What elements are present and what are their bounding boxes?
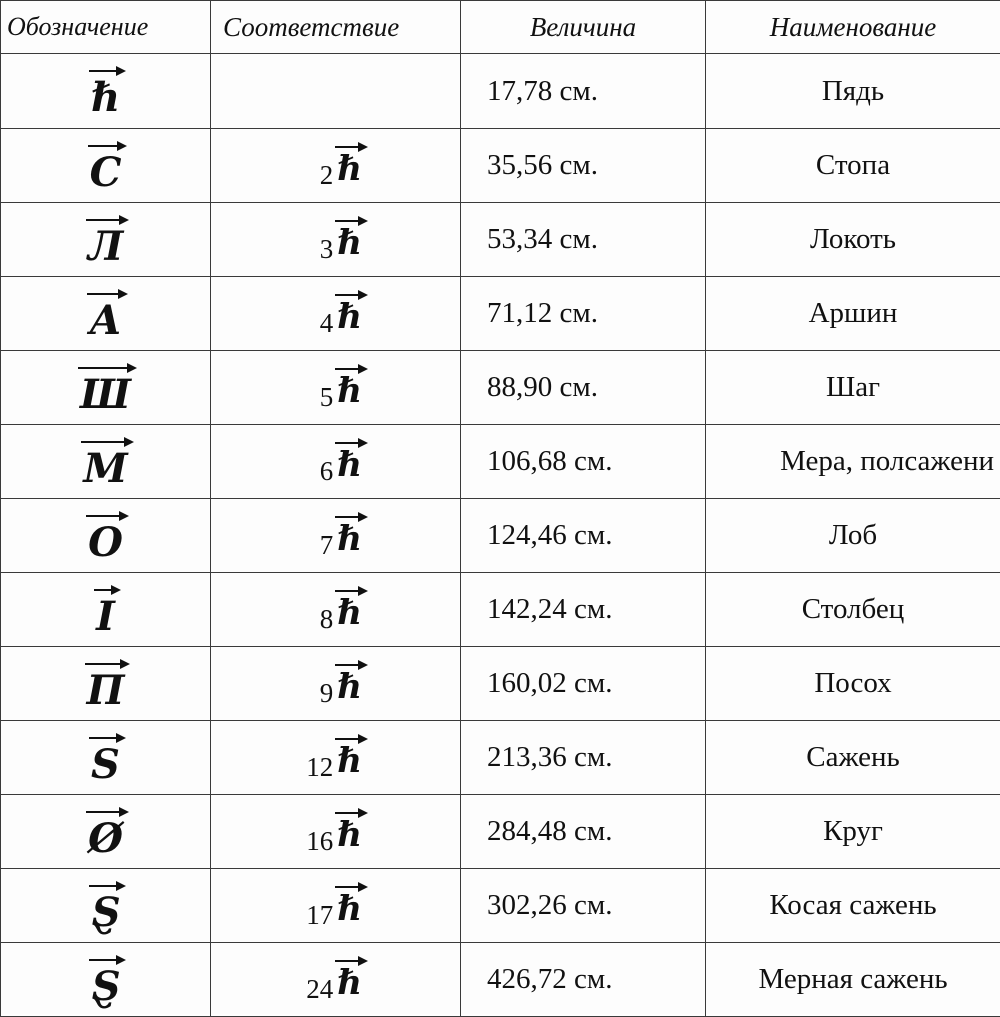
table-row (1, 573, 1000, 647)
factor-number: 12 (306, 752, 333, 782)
designation-cell (1, 351, 211, 425)
symbol-letter: Ȿ (91, 963, 120, 1010)
vector-arrow-icon (335, 438, 368, 448)
symbol-letter: О (88, 519, 123, 566)
symbol-letter: I (96, 593, 115, 640)
vector-arrow-icon (335, 660, 368, 670)
vector-arrow-icon (94, 585, 121, 595)
table-row (1, 425, 1000, 499)
designation-cell (1, 277, 211, 351)
correspondence-cell (211, 425, 461, 499)
symbol-letter: П (87, 667, 125, 714)
value-cell: 284,48 см. (461, 795, 706, 869)
base-unit-vector (337, 732, 362, 778)
name-cell: Посох (706, 647, 1000, 721)
vector-arrow-icon (86, 215, 129, 225)
vector-arrow-icon (81, 437, 133, 447)
designation-cell (1, 499, 211, 573)
header-correspondence: Соответствие (211, 1, 461, 54)
base-unit-vector (337, 362, 362, 408)
value-cell: 426,72 см. (461, 943, 706, 1017)
name-cell: Лоб (706, 499, 1000, 573)
value-cell: 53,34 см. (461, 203, 706, 277)
vector-arrow-icon (89, 66, 126, 76)
vector-symbol (88, 509, 123, 563)
base-unit-vector (337, 510, 362, 556)
value-cell: 124,46 см. (461, 499, 706, 573)
base-unit-letter: ℏ (337, 223, 362, 263)
vector-arrow-icon (335, 290, 368, 300)
symbol-letter: Ȿ (91, 889, 120, 936)
vector-arrow-icon (335, 216, 368, 226)
name-cell: Мера, полсажени (706, 425, 1000, 499)
base-unit-letter: ℏ (337, 889, 362, 929)
factor-number: 3 (320, 234, 334, 264)
table-row (1, 795, 1000, 869)
table-row (1, 129, 1000, 203)
vector-arrow-icon (335, 586, 368, 596)
vector-symbol (83, 435, 127, 489)
base-unit-letter: ℏ (337, 741, 362, 781)
designation-cell (1, 869, 211, 943)
vector-arrow-icon (335, 512, 368, 522)
vector-symbol (90, 139, 122, 193)
name-cell: Аршин (706, 277, 1000, 351)
base-unit-vector (337, 140, 362, 186)
correspondence-cell (211, 721, 461, 795)
value-cell: 71,12 см. (461, 277, 706, 351)
vector-arrow-icon (335, 364, 368, 374)
value-cell: 142,24 см. (461, 573, 706, 647)
correspondence-cell (211, 647, 461, 721)
vector-arrow-icon (86, 511, 129, 521)
value-cell: 106,68 см. (461, 425, 706, 499)
correspondence-cell (211, 54, 461, 129)
factor-number: 2 (320, 160, 334, 190)
value-cell: 160,02 см. (461, 647, 706, 721)
vector-arrow-icon (335, 142, 368, 152)
correspondence-cell (211, 795, 461, 869)
vector-arrow-icon (88, 141, 128, 151)
factor-number: 24 (306, 974, 333, 1004)
base-unit-letter: ℏ (337, 593, 362, 633)
table-row (1, 203, 1000, 277)
designation-cell (1, 647, 211, 721)
factor-number: 16 (306, 826, 333, 856)
vector-arrow-icon (86, 807, 129, 817)
vector-arrow-icon (89, 955, 126, 965)
correspondence-cell (211, 129, 461, 203)
table-row (1, 869, 1000, 943)
vector-symbol (91, 731, 120, 785)
vector-arrow-icon (78, 363, 137, 373)
factor-number: 4 (320, 308, 334, 338)
vector-symbol (91, 64, 120, 118)
name-cell: Стопа (706, 129, 1000, 203)
symbol-letter: ℏ (91, 74, 120, 121)
base-unit-vector (337, 880, 362, 926)
header-value: Величина (461, 1, 706, 54)
vector-arrow-icon (85, 659, 131, 669)
vector-arrow-icon (335, 734, 368, 744)
name-cell: Сажень (706, 721, 1000, 795)
table-row (1, 647, 1000, 721)
vector-symbol (87, 657, 125, 711)
vector-symbol (91, 879, 120, 933)
designation-cell (1, 721, 211, 795)
base-unit-letter: ℏ (337, 149, 362, 189)
name-cell: Круг (706, 795, 1000, 869)
table-row (1, 54, 1000, 129)
designation-cell (1, 943, 211, 1017)
vector-symbol (96, 583, 115, 637)
vector-symbol (80, 361, 131, 415)
name-cell: Локоть (706, 203, 1000, 277)
name-cell: Пядь (706, 54, 1000, 129)
base-unit-vector (337, 584, 362, 630)
value-cell: 88,90 см. (461, 351, 706, 425)
symbol-letter: Л (88, 223, 123, 270)
base-unit-vector (337, 214, 362, 260)
base-unit-letter: ℏ (337, 297, 362, 337)
designation-cell (1, 425, 211, 499)
name-cell: Столбец (706, 573, 1000, 647)
table-row (1, 943, 1000, 1017)
base-unit-vector (337, 954, 362, 1000)
symbol-letter: S (91, 741, 120, 788)
vector-symbol (88, 213, 123, 267)
base-unit-letter: ℏ (337, 963, 362, 1003)
vector-symbol (88, 805, 123, 859)
table-row (1, 499, 1000, 573)
factor-number: 5 (320, 382, 334, 412)
correspondence-cell (211, 573, 461, 647)
vector-arrow-icon (87, 289, 128, 299)
base-unit-letter: ℏ (337, 371, 362, 411)
base-unit-letter: ℏ (337, 815, 362, 855)
factor-number: 7 (320, 530, 334, 560)
table-body (1, 54, 1000, 1017)
value-cell: 17,78 см. (461, 54, 706, 129)
designation-cell (1, 795, 211, 869)
vector-arrow-icon (335, 882, 368, 892)
factor-number: 9 (320, 678, 334, 708)
correspondence-cell (211, 943, 461, 1017)
value-cell: 302,26 см. (461, 869, 706, 943)
vector-arrow-icon (89, 881, 126, 891)
designation-cell (1, 129, 211, 203)
name-cell: Косая сажень (706, 869, 1000, 943)
designation-cell (1, 573, 211, 647)
table-header-row (1, 1, 1000, 54)
correspondence-cell (211, 203, 461, 277)
symbol-letter: Ш (80, 371, 131, 418)
base-unit-vector (337, 288, 362, 334)
base-unit-letter: ℏ (337, 519, 362, 559)
base-unit-letter: ℏ (337, 667, 362, 707)
value-cell: 35,56 см. (461, 129, 706, 203)
vector-symbol (89, 287, 122, 341)
header-designation: Обозначение (1, 1, 211, 54)
header-name: Наименование (706, 1, 1000, 54)
correspondence-cell (211, 499, 461, 573)
symbol-letter: Ø (88, 815, 123, 862)
base-unit-vector (337, 806, 362, 852)
name-cell: Мерная сажень (706, 943, 1000, 1017)
vector-arrow-icon (335, 956, 368, 966)
base-unit-vector (337, 436, 362, 482)
table-row (1, 277, 1000, 351)
value-cell: 213,36 см. (461, 721, 706, 795)
designation-cell (1, 203, 211, 277)
base-unit-vector (337, 658, 362, 704)
symbol-letter: М (83, 445, 127, 492)
factor-number: 6 (320, 456, 334, 486)
base-unit-letter: ℏ (337, 445, 362, 485)
table-row (1, 351, 1000, 425)
vector-arrow-icon (89, 733, 126, 743)
factor-number: 17 (306, 900, 333, 930)
name-cell: Шаг (706, 351, 1000, 425)
symbol-letter: C (90, 149, 122, 196)
symbol-letter: А (89, 297, 122, 344)
designation-cell (1, 54, 211, 129)
vector-symbol (91, 953, 120, 1007)
factor-number: 8 (320, 604, 334, 634)
correspondence-cell (211, 869, 461, 943)
table-row (1, 721, 1000, 795)
correspondence-cell (211, 277, 461, 351)
vector-arrow-icon (335, 808, 368, 818)
correspondence-cell (211, 351, 461, 425)
